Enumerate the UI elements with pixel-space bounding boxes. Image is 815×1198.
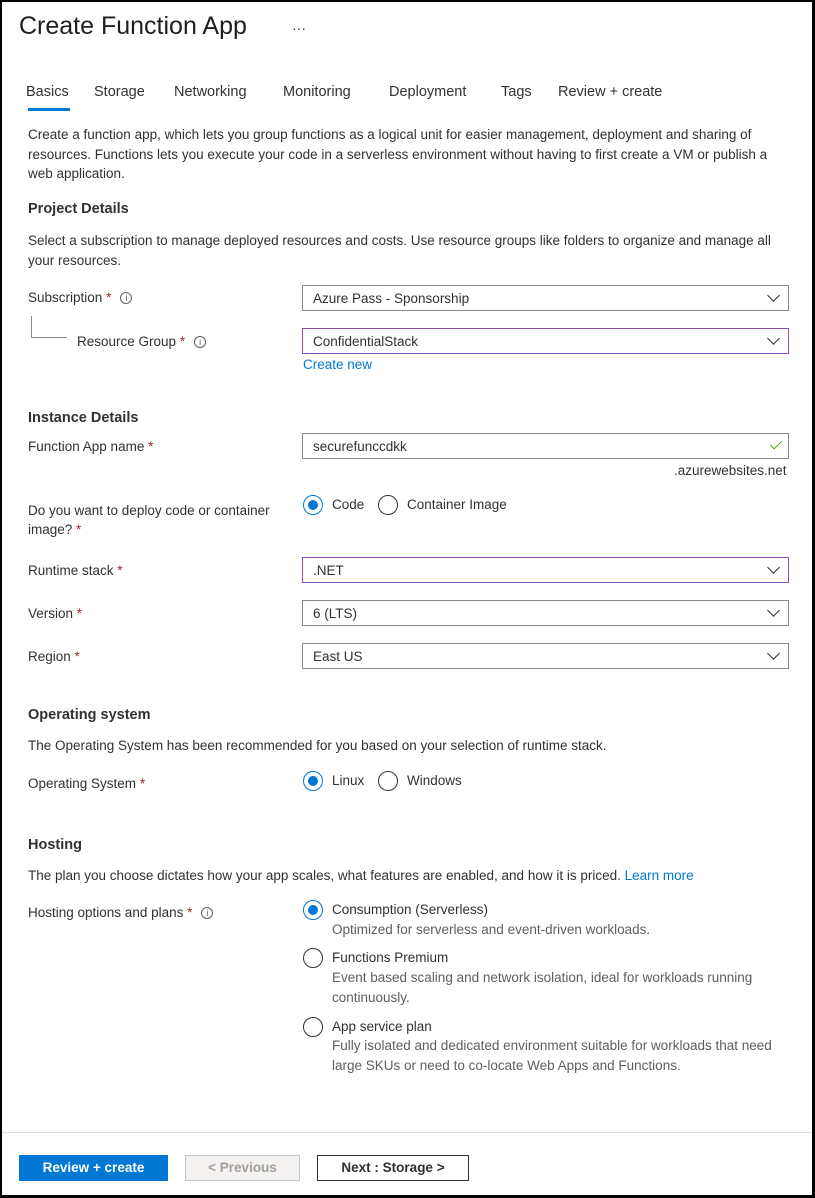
container-image-radio-label[interactable]: Container Image (407, 497, 507, 512)
tree-connector (31, 316, 67, 338)
plan-desc: Fully isolated and dedicated environment suitable for workloads that need large SKUs or need to co-locate Web Apps and Functions. (332, 1038, 772, 1073)
code-radio-label[interactable]: Code (332, 497, 365, 512)
operating-system-heading: Operating system (28, 707, 151, 723)
project-details-heading: Project Details (28, 201, 129, 217)
info-icon[interactable]: i (201, 907, 213, 919)
label-text: Do you want to deploy code or container image? (28, 503, 270, 537)
label-text: Operating System (28, 776, 137, 791)
info-icon[interactable]: i (194, 336, 206, 348)
intro-text: Create a function app, which lets you group functions as a logical unit for easier management, deployment and sharing of resources. Functions lets you execute your code in a serverless environment without having to first create a VM or publish a web application. (28, 127, 768, 181)
linux-radio[interactable] (303, 771, 323, 791)
required-marker: * (76, 606, 83, 621)
functions-premium-radio[interactable] (303, 948, 323, 968)
input-value: securefunccdkk (313, 439, 407, 454)
selected-value: East US (313, 649, 363, 664)
label-text: Version (28, 606, 74, 621)
operating-system-desc: The Operating System has been recommended for you based on your selection of runtime stack. (28, 738, 607, 753)
learn-more-link[interactable]: Learn more (624, 868, 694, 883)
plan-desc: Optimized for serverless and event-driven workloads. (332, 922, 651, 937)
required-marker: * (76, 522, 82, 537)
function-app-name-input[interactable] (302, 433, 789, 459)
app-service-plan-radio[interactable] (303, 1017, 323, 1037)
checkmark-icon (770, 437, 782, 449)
required-marker: * (139, 776, 146, 791)
region-label (28, 649, 80, 664)
subscription-dropdown[interactable] (302, 285, 789, 311)
tab-tags[interactable]: Tags (501, 84, 532, 100)
next-storage-button[interactable]: Next : Storage > (317, 1155, 469, 1181)
tab-monitoring[interactable]: Monitoring (283, 84, 351, 100)
plan-name[interactable]: Consumption (Serverless) (332, 902, 489, 917)
active-tab-indicator (28, 108, 70, 111)
create-new-link[interactable]: Create new (303, 357, 373, 372)
chevron-down-icon (767, 604, 780, 617)
instance-details-heading: Instance Details (28, 410, 139, 426)
chevron-down-icon (767, 561, 780, 574)
more-options-button[interactable]: ··· (292, 20, 306, 36)
tab-storage[interactable]: Storage (94, 84, 145, 100)
plan-desc: Event based scaling and network isolation, ideal for workloads running continuously. (332, 970, 753, 1005)
required-marker: * (187, 905, 193, 920)
deploy-label (28, 501, 298, 539)
subscription-label (28, 290, 132, 305)
label-text: Hosting options and plans (28, 905, 184, 920)
selected-value: ConfidentialStack (313, 334, 419, 349)
selected-value: .NET (313, 563, 344, 578)
hosting-desc (28, 866, 793, 886)
operating-system-label (28, 776, 145, 791)
chevron-down-icon (767, 289, 780, 302)
info-icon[interactable]: i (120, 292, 132, 304)
required-marker: * (179, 334, 186, 349)
tab-networking[interactable]: Networking (174, 84, 247, 100)
hosting-heading: Hosting (28, 837, 82, 853)
version-dropdown[interactable] (302, 600, 789, 626)
resource-group-dropdown[interactable] (302, 328, 789, 354)
linux-radio-label[interactable]: Linux (332, 773, 365, 788)
plan-name[interactable]: App service plan (332, 1019, 432, 1034)
windows-radio-label[interactable]: Windows (407, 773, 462, 788)
tab-deployment[interactable]: Deployment (389, 84, 467, 100)
chevron-down-icon (767, 332, 780, 345)
required-marker: * (148, 439, 154, 454)
selected-value: Azure Pass - Sponsorship (313, 291, 470, 306)
container-image-radio[interactable] (378, 495, 398, 515)
windows-radio[interactable] (378, 771, 398, 791)
region-dropdown[interactable] (302, 643, 789, 669)
code-radio[interactable] (303, 495, 323, 515)
previous-button[interactable]: < Previous (185, 1155, 300, 1181)
label-text: Subscription (28, 290, 103, 305)
required-marker: * (106, 290, 112, 305)
label-text: Region (28, 649, 71, 664)
runtime-stack-dropdown[interactable] (302, 557, 789, 583)
function-app-name-label (28, 439, 153, 454)
label-text: Function App name (28, 439, 145, 454)
review-create-button[interactable]: Review + create (19, 1155, 168, 1181)
version-label (28, 606, 82, 621)
desc-text: The plan you choose dictates how your app scales, what features are enabled, and how it is priced. (28, 868, 621, 883)
selected-value: 6 (LTS) (313, 606, 358, 621)
tab-review-create[interactable]: Review + create (558, 84, 663, 100)
label-text: Runtime stack (28, 563, 114, 578)
project-details-desc: Select a subscription to manage deployed resources and costs. Use resource groups like folders to organize and manage all your resources. (28, 233, 771, 268)
runtime-stack-label (28, 563, 123, 578)
consumption-plan-radio[interactable] (303, 900, 323, 920)
hosting-options-label (28, 905, 213, 920)
tab-basics[interactable]: Basics (26, 84, 69, 100)
plan-name[interactable]: Functions Premium (332, 950, 449, 965)
footer-divider (2, 1132, 815, 1133)
page-title: Create Function App (19, 12, 247, 40)
required-marker: * (117, 563, 123, 578)
resource-group-label (77, 334, 206, 349)
chevron-down-icon (767, 647, 780, 660)
domain-suffix: .azurewebsites.net (674, 463, 787, 478)
label-text: Resource Group (77, 334, 177, 349)
required-marker: * (74, 649, 80, 664)
